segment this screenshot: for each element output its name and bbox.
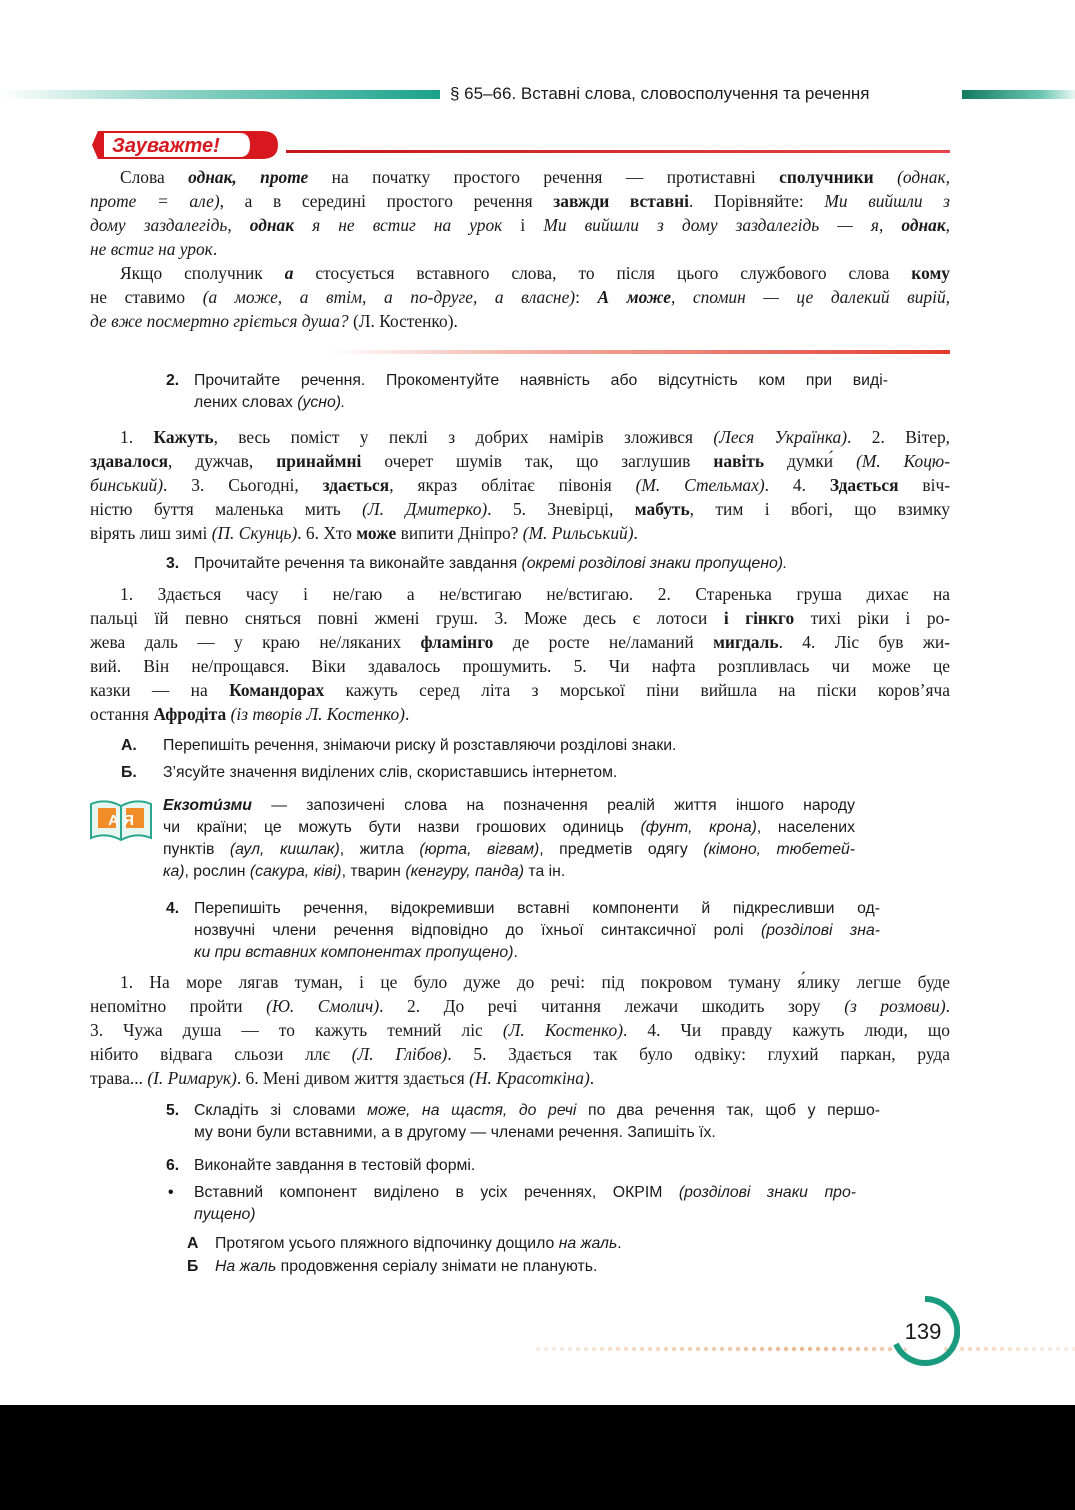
footer-dot (680, 1347, 684, 1351)
task-2-text-fragment: . (633, 523, 638, 543)
footer-dot (1048, 1347, 1052, 1351)
footer-dot (864, 1347, 868, 1351)
test-option-fragment: продовження серіалу знімати не планують. (276, 1258, 598, 1275)
test-bullet: • (168, 1184, 174, 1201)
task-4-fragment: нозвучні члени речення відповідно до їхньої синтаксичної ролі (194, 922, 761, 939)
task-2-text-fragment: випити Дніпро? (396, 523, 523, 543)
test-option-fragment: На жаль (215, 1258, 277, 1275)
footer-dot (664, 1347, 668, 1351)
task-5-line (194, 1122, 880, 1144)
note-p1-fragment: і (502, 215, 544, 235)
task-2-text-fragment: очерет шумів так, що заглушив (361, 451, 714, 471)
footer-dot (840, 1347, 844, 1351)
test-question (166, 1182, 856, 1228)
task-4-line (194, 920, 880, 942)
task-2-text-fragment: бинський) (90, 475, 164, 495)
section-header-title: § 65–66. Вставні слова, словосполучення та речення (450, 84, 870, 103)
task-3-text-fragment: (із творів Л. Костенко) (230, 704, 405, 724)
note-p1-fragment: Ми вийшли з дому заздалегідь — я, (543, 215, 902, 235)
footer-dot (744, 1347, 748, 1351)
note-paragraph-2 (90, 261, 950, 333)
footer-dot (608, 1347, 612, 1351)
note-p1-line (90, 165, 950, 189)
note-p1-fragment: (однак, (897, 167, 950, 187)
footer-dot-line (535, 1346, 1075, 1352)
task-4-text-fragment: . 4. Чи правду кажуть люди, що (623, 1020, 950, 1040)
page-number-badge (890, 1296, 960, 1366)
task-2-number: 2. (166, 372, 180, 389)
header-bar-right (962, 90, 1075, 99)
task-3-item-a-text: Перепишіть речення, знімаючи риску й розставляючи розділові знаки. (163, 737, 677, 754)
footer-dot (776, 1347, 780, 1351)
task-3-number: 3. (166, 555, 180, 572)
note-p2-line (90, 309, 950, 333)
task-4-text-line (90, 1066, 950, 1090)
dictionary-definition (163, 795, 855, 885)
note-paragraph-1 (90, 165, 950, 261)
task-2-text-fragment: (П. Скунць) (211, 523, 298, 543)
task-4-text-fragment: . 6. Мені дивом життя здається (236, 1068, 470, 1088)
test-option-b (187, 1256, 807, 1278)
task-5-fragment: му вони були вставними, а в другому — членами речення. Запишіть їх. (194, 1124, 716, 1141)
footer-dot (624, 1347, 628, 1351)
note-p2-fragment: , спомин — це далекий вирій, (670, 287, 950, 307)
task-2-text-fragment: Здається (829, 475, 899, 495)
task-3-text-fragment: кажуть серед літа з морської піни вийшла на піски коров’яча (324, 680, 950, 700)
task-2-text-fragment: віч- (898, 475, 950, 495)
task-2-text-fragment: . 3. Сьогодні, (163, 475, 323, 495)
dictionary-fragment: чи країни; це можуть бути назви грошових одиниць (163, 819, 641, 836)
footer-dot (568, 1347, 572, 1351)
dictionary-fragment: та ін. (524, 863, 566, 880)
task-2-text-fragment: . 4. (764, 475, 830, 495)
note-p1-fragment: однак, проте (188, 167, 309, 187)
task-4-text-fragment: . (945, 996, 951, 1016)
note-p2-fragment: (Л. Костенко). (348, 311, 458, 331)
task-3-text (194, 553, 926, 575)
dictionary-line (163, 817, 855, 839)
dictionary-fragment: — запозичені слова на позначення реалій життя іншого народу (251, 797, 855, 814)
task-5-line (194, 1100, 880, 1122)
footer-dot (736, 1347, 740, 1351)
note-p2-fragment: (а може, а втім, а по-друге, а власне) (202, 287, 576, 307)
task-2-text-fragment: . 5. Зневірці, (487, 499, 635, 519)
task-3-text-line (90, 630, 950, 654)
task-2-text-fragment: здається (322, 475, 390, 495)
footer-dot (976, 1347, 980, 1351)
dictionary-fragment: , житла (339, 841, 420, 858)
task-4-text-fragment: (І. Римарук) (147, 1068, 237, 1088)
footer-dot (1056, 1347, 1060, 1351)
note-p2-fragment: А може (597, 287, 671, 307)
task-3-item-a (121, 735, 821, 757)
task-2-text-fragment: Кажуть (153, 427, 214, 447)
dictionary-fragment: пунктів (163, 841, 230, 858)
task-4-fragment: ки при вставних компонентах пропущено) (194, 944, 514, 961)
footer-dot (592, 1347, 596, 1351)
task-2-text-fragment: може (356, 523, 397, 543)
task-2-text (194, 370, 888, 414)
footer-dot (960, 1347, 964, 1351)
task-2-text-fragment: (М. Коцю- (856, 451, 950, 471)
note-p1-fragment: завжди вставні (553, 191, 689, 211)
dictionary-fragment: Екзоти́зми (163, 797, 252, 814)
task-2-text-fragment: здавалося (90, 451, 168, 471)
task-2-text-fragment: . 2. Вітер, (847, 427, 951, 447)
task-2-text-fragment: мабуть (634, 499, 690, 519)
task-3-text-fragment: жева даль — у краю не/ляканих (90, 632, 421, 652)
task-4-line (194, 898, 880, 920)
note-badge-label: Зауважте! (112, 135, 220, 157)
dictionary-book-icon (88, 798, 154, 844)
footer-dot (552, 1347, 556, 1351)
task-2-text-fragment: вірять лиш зимі (90, 523, 212, 543)
note-p1-fragment: , (945, 215, 950, 235)
task-4-text-fragment: трава... (90, 1068, 148, 1088)
task-2-sentences (90, 425, 950, 545)
test-question-fragment: пущено) (194, 1206, 256, 1223)
note-p1-fragment: не встиг на урок (90, 239, 213, 259)
task-2-text-fragment: . 6. Хто (297, 523, 357, 543)
task-4-text-fragment: (Л. Глібов) (351, 1044, 448, 1064)
test-option-text (215, 1256, 597, 1278)
footer-dot (760, 1347, 764, 1351)
dictionary-line (163, 795, 855, 817)
task-2-text-fragment: , весь поміст у пеклі з добрих намірів зложився (213, 427, 714, 447)
footer-dot (704, 1347, 708, 1351)
task-3 (166, 553, 926, 577)
note-p1-fragment: сполучники (779, 167, 874, 187)
note-p1-fragment: , а в середині простого речення (219, 191, 554, 211)
task-6-number: 6. (166, 1157, 180, 1174)
task-2-text-fragment: думки́ (764, 451, 857, 471)
footer-dot (712, 1347, 716, 1351)
book-letters: А Я (108, 812, 134, 829)
note-p1-line (90, 189, 950, 213)
footer-dot (1008, 1347, 1012, 1351)
note-p1-fragment: Ми вийшли з (824, 191, 950, 211)
note-p1-fragment: дому заздалегідь, (90, 215, 250, 235)
task-5 (166, 1100, 880, 1146)
footer-dot (872, 1347, 876, 1351)
task-4-fragment: (розділові зна- (760, 922, 881, 939)
task-2-text-fragment: , дужчав, (168, 451, 277, 471)
header-bar-left (0, 90, 440, 99)
task-2-text-fragment: (М. Стельмах) (635, 475, 765, 495)
task-4-text-fragment: (Ю. Смолич) (266, 996, 380, 1016)
task-4-sentences (90, 970, 950, 1090)
task-6 (166, 1155, 880, 1177)
footer-dot (672, 1347, 676, 1351)
note-p2-line (90, 261, 950, 285)
dictionary-fragment: , рослин (184, 863, 250, 880)
test-question-line (194, 1204, 856, 1226)
footer-dot (832, 1347, 836, 1351)
note-p2-fragment: не ставимо (90, 287, 203, 307)
dictionary-fragment: , населених (756, 819, 855, 836)
test-option-a (187, 1233, 807, 1255)
footer-dot (1016, 1347, 1020, 1351)
task-3-text-fragment: де росте не/ламаний (493, 632, 714, 652)
dictionary-line (163, 861, 855, 883)
note-p1-fragment: Слова (120, 167, 189, 187)
task-2-text-fragment: 1. (120, 427, 154, 447)
task-2-text-line (90, 449, 950, 473)
task-2-text-fragment: (Л. Дмитерко) (362, 499, 488, 519)
footer-dot (848, 1347, 852, 1351)
task-3-text-fragment: пальці їй певно сняться повні жмені груш. 3. Може десь є лотоси (90, 608, 724, 628)
note-p1-line (90, 237, 950, 261)
task-2-line-2 (194, 392, 888, 414)
footer-dot (600, 1347, 604, 1351)
note-p2-fragment: : (575, 287, 598, 307)
page-number: 139 (904, 1319, 942, 1344)
task-3-text-fragment: Командорах (229, 680, 325, 700)
task-4-fragment: . (513, 944, 518, 961)
task-2-text-line (90, 425, 950, 449)
task-3-text-fragment: остання (90, 704, 154, 724)
footer-dot (688, 1347, 692, 1351)
test-question-fragment: (розділові знаки про- (678, 1184, 856, 1201)
task-4-text-fragment: 1. На море лягав туман, і це було дуже до речі: під покровом туману я́лику легше буде (120, 972, 950, 992)
footer-dot (992, 1347, 996, 1351)
footer-dot (616, 1347, 620, 1351)
footer-dot (632, 1347, 636, 1351)
task-3-text-fragment: 1. Здається часу і не/гаю а не/встигаю не/встигаю. 2. Старенька груша дихає на (120, 584, 950, 604)
note-p1-fragment: на початку простого речення — протиставні (308, 167, 780, 187)
task-4-text-fragment: (Л. Костенко) (502, 1020, 623, 1040)
footer-dot (576, 1347, 580, 1351)
task-3-text-fragment: мигдаль (713, 632, 779, 652)
task-2-text-fragment: ністю буття маленька мить (90, 499, 363, 519)
task-3-item-b (121, 762, 821, 784)
footer-dot (856, 1347, 860, 1351)
note-p1-fragment: однак (249, 215, 295, 235)
task-2-text-fragment: навіть (713, 451, 765, 471)
footer-dot (816, 1347, 820, 1351)
footer-dot (880, 1347, 884, 1351)
footer-dot (656, 1347, 660, 1351)
test-option-fragment: на жаль (558, 1235, 618, 1252)
dictionary-line (163, 839, 855, 861)
task-3-text-fragment: . 4. Ліс був жи- (778, 632, 950, 652)
task-3-sentences (90, 582, 950, 726)
note-p2-fragment: а (284, 263, 294, 283)
test-question-text (194, 1182, 856, 1226)
footer-dot (584, 1347, 588, 1351)
test-option-fragment: Протягом усього пляжного відпочинку дощило (215, 1235, 559, 1252)
dictionary-fragment: (сакура, ківі) (249, 863, 342, 880)
task-4-text-fragment: 3. Чужа душа — то кажуть темний ліс (90, 1020, 503, 1040)
task-5-fragment: Складіть зі словами (194, 1102, 368, 1119)
task-4-text-fragment: . (589, 1068, 595, 1088)
test-option-label: Б (187, 1258, 199, 1275)
task-4-text-fragment: . 2. До речі читання лежачи шкодить зору (379, 996, 845, 1016)
task-3-text-fragment: фламінго (420, 632, 494, 652)
footer-dot (720, 1347, 724, 1351)
footer-dot (752, 1347, 756, 1351)
task-5-fragment: може, на щастя, до речі (367, 1102, 577, 1119)
task-4-text-fragment: (Н. Красоткіна) (469, 1068, 590, 1088)
task-3-text-fragment: вий. Він не/прощався. Віки здавалось прошумить. 5. Чи нафта розпливлась чи може це (90, 656, 950, 676)
footer-dot (536, 1347, 540, 1351)
footer-dot (784, 1347, 788, 1351)
task-2-text-fragment: , тим і вбогі, що взимку (689, 499, 950, 519)
note-badge (90, 129, 280, 161)
dictionary-fragment: (фунт, крона) (640, 819, 757, 836)
note-p1-fragment: . (212, 239, 218, 259)
task-2-line-1: Прочитайте речення. Прокоментуйте наявність або відсутність ком при виді- (194, 372, 888, 389)
task-2-text-fragment: , якраз облітає півонія (389, 475, 636, 495)
footer-dot (792, 1347, 796, 1351)
footer-dot (984, 1347, 988, 1351)
task-2-text-fragment: (Леся Українка) (713, 427, 848, 447)
task-4-fragment: Перепишіть речення, відокремивши вставні компоненти й підкресливши од- (194, 900, 880, 917)
task-4 (166, 898, 880, 966)
task-4-text-line (90, 1042, 950, 1066)
note-p2-fragment: Якщо сполучник (120, 263, 285, 283)
footer-dot (768, 1347, 772, 1351)
note-p2-fragment: кому (911, 263, 950, 283)
task-3-text-line (90, 582, 950, 606)
task-3-text-fragment: казки — на (90, 680, 230, 700)
task-4-text-fragment: нібито відвага сльози ллє (90, 1044, 352, 1064)
task-5-fragment: по два речення так, щоб у першо- (576, 1102, 880, 1119)
footer-dot (1000, 1347, 1004, 1351)
task-4-line (194, 942, 880, 964)
task-2-text-line (90, 521, 950, 545)
task-3-item-a-label: А. (121, 737, 137, 754)
dictionary-fragment: (аул, кишлак) (229, 841, 340, 858)
task-2-text-line (90, 473, 950, 497)
task-4-text-line (90, 970, 950, 994)
footer-dot (1064, 1347, 1068, 1351)
footer-dot (560, 1347, 564, 1351)
footer-dot (696, 1347, 700, 1351)
task-3-text-fragment: Афродіта (153, 704, 227, 724)
footer-dot (648, 1347, 652, 1351)
task-3-item-b-label: Б. (121, 764, 137, 781)
task-3-instruction: Прочитайте речення та виконайте завдання (194, 555, 522, 572)
task-6-text: Виконайте завдання в тестовій формі. (194, 1157, 476, 1174)
note-bottom-rule (330, 350, 950, 354)
task-3-text-fragment: і гінкго (723, 608, 795, 628)
task-2-hint: (усно). (297, 394, 346, 411)
task-4-number: 4. (166, 900, 180, 917)
test-question-line (194, 1182, 856, 1204)
task-3-text-line (90, 654, 950, 678)
dictionary-fragment: (юрта, вігвам) (419, 841, 540, 858)
task-2-line-2-text: лених словах (194, 394, 298, 411)
task-3-hint: (окремі розділові знаки пропущено). (521, 555, 788, 572)
test-question-fragment: Вставний компонент виділено в усіх реченнях, ОКРІМ (194, 1184, 679, 1201)
test-option-text (215, 1233, 622, 1255)
footer-dot (1024, 1347, 1028, 1351)
dictionary-fragment: , предметів одягу (539, 841, 704, 858)
task-4-text-line (90, 994, 950, 1018)
note-p2-fragment: де вже посмертно гріється душа? (90, 311, 349, 331)
note-p1-line (90, 213, 950, 237)
note-p1-fragment: однак (901, 215, 946, 235)
footer-dot (640, 1347, 644, 1351)
note-p1-fragment: проте = але) (90, 191, 220, 211)
note-p2-line (90, 285, 950, 309)
task-4-text-fragment: (з розмови) (844, 996, 946, 1016)
footer-dot (544, 1347, 548, 1351)
note-p1-fragment (874, 167, 897, 187)
task-3-text-line (90, 606, 950, 630)
note-top-rule (286, 150, 950, 153)
task-4-text (194, 898, 880, 964)
task-2-text-fragment: принаймні (276, 451, 362, 471)
test-option-fragment: . (617, 1235, 622, 1252)
task-2-text-fragment: (М. Рильський) (522, 523, 634, 543)
task-5-number: 5. (166, 1102, 180, 1119)
note-p1-fragment: я не встиг на урок (294, 215, 503, 235)
footer-dot (800, 1347, 804, 1351)
footer-dot (1040, 1347, 1044, 1351)
dictionary-fragment: ка) (163, 863, 185, 880)
task-3-text-fragment: . (404, 704, 410, 724)
task-5-text (194, 1100, 880, 1144)
note-p2-fragment: стосується вставного слова, то після цього службового слова (293, 263, 912, 283)
task-3-text-fragment: тихі ріки і ро- (794, 608, 950, 628)
task-2 (166, 370, 888, 416)
task-2-text-line (90, 497, 950, 521)
dictionary-fragment: (кенгуру, панда) (405, 863, 525, 880)
dictionary-fragment: (кімоно, тюбетей- (703, 841, 856, 858)
footer-dot (968, 1347, 972, 1351)
footer-dot (1032, 1347, 1036, 1351)
task-3-text-line (90, 678, 950, 702)
footer-dot (808, 1347, 812, 1351)
test-option-label: А (187, 1235, 199, 1252)
task-4-text-line (90, 1018, 950, 1042)
task-3-item-b-text: З’ясуйте значення виділених слів, скориставшись інтернетом. (163, 764, 618, 781)
task-4-text-fragment: непомітно пройти (90, 996, 267, 1016)
task-3-text-line (90, 702, 950, 726)
footer-dot (824, 1347, 828, 1351)
task-4-text-fragment: . 5. Здається так було одвіку: глухий паркан, руда (447, 1044, 950, 1064)
dictionary-fragment: , тварин (341, 863, 406, 880)
footer-dot (728, 1347, 732, 1351)
note-p1-fragment: . Порівняйте: (688, 191, 825, 211)
